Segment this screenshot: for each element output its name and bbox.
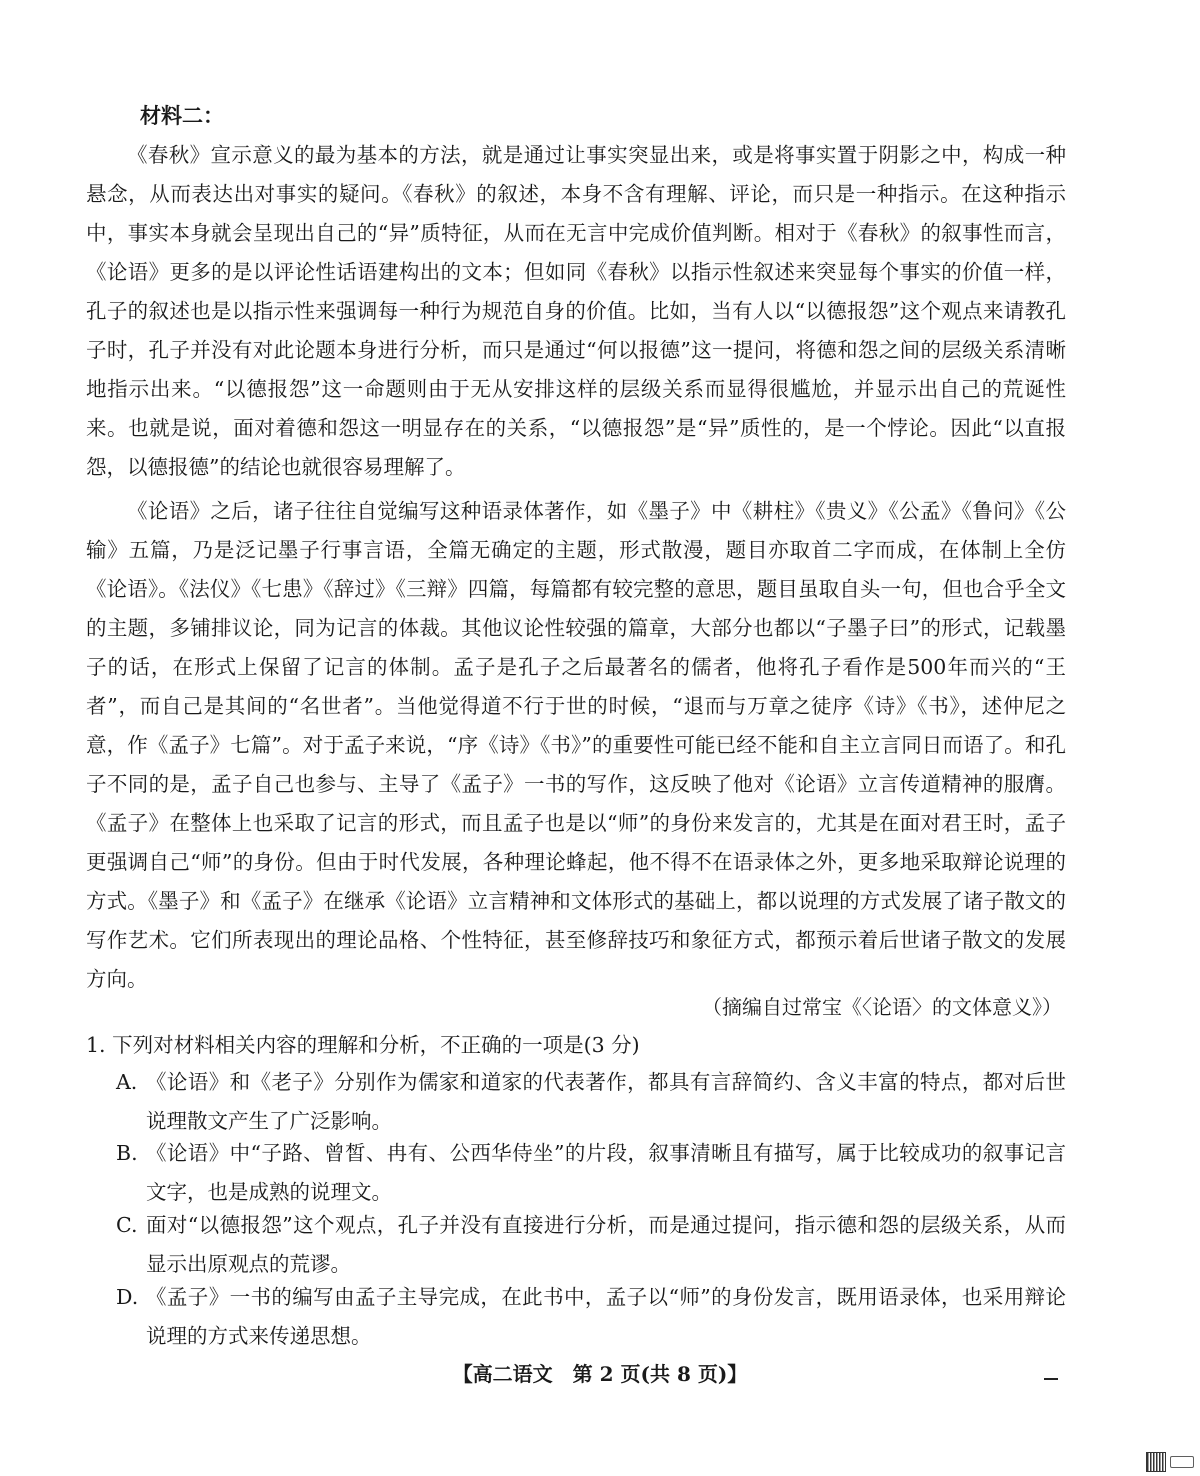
section-heading: 材料二： (140, 103, 224, 128)
watermark (1146, 1452, 1194, 1472)
option-letter: A. (116, 1070, 138, 1094)
option-letter: B. (116, 1141, 138, 1165)
qr-code-icon (1146, 1452, 1166, 1472)
question-stem: 1. 下列对材料相关内容的理解和分析，不正确的一项是(3 分) (86, 1033, 640, 1057)
page-footer: 【高二语文 第 2 页(共 8 页)】 (452, 1362, 748, 1386)
corner-mark (1044, 1378, 1058, 1380)
option-letter: C. (116, 1213, 138, 1237)
option-text: 《孟子》一书的编写由孟子主导完成，在此书中，孟子以“师”的身份发言，既用语录体，也采用辩论说理的方式来传递思想。 (146, 1285, 1066, 1348)
paragraph-2: 《论语》之后，诸子往往自觉编写这种语录体著作，如《墨子》中《耕柱》《贵义》《公孟》《鲁问》《公输》五篇，乃是泛记墨子行事言语，全篇无确定的主题，形式散漫，题目亦取首二字而成，在体制上全仿《论语》。《法仪》《七患》《辞过》《三辩》四篇，每篇都有较完整的意思，题目虽取自头一句，但也合乎全文的主题，多铺排议论，同为记言的体裁。其他议论性较强的篇章，大部分也都以“子墨子曰”的形式，记载墨子的话，在形式上保留了记言的体制。孟子是孔子之后最著名的儒者，他将孔子看作是500年而兴的“王者”，而自己是其间的“名世者”。当他觉得道不行于世的时候，“退而与万章之徒序《诗》《书》，述仲尼之意，作《孟子》七篇”。对于孟子来说，“序《诗》《书》”的重要性可能已经不能和自主立言同日而语了。和孔子不同的是，孟子自己也参与、主导了《孟子》一书的写作，这反映了他对《论语》立言传道精神的服膺。《孟子》在整体上也采取了记言的形式，而且孟子也是以“师”的身份来发言的，尤其是在面对君王时，孟子更强调自己“师”的身份。但由于时代发展，各种理论蜂起，他不得不在语录体之外，更多地采取辩论说理的方式。《墨子》和《孟子》在继承《论语》立言精神和文体形式的基础上，都以说理的方式发展了诸子散文的写作艺术。它们所表现出的理论品格、个性特征，甚至修辞技巧和象征方式，都预示着后世诸子散文的发展方向。 (86, 499, 1066, 991)
source-citation: （摘编自过常宝《〈论语〉的文体意义》） (702, 995, 1062, 1019)
logo-icon (1170, 1456, 1194, 1468)
option-c (86, 1206, 1066, 1284)
paragraph-1: 《春秋》宣示意义的最为基本的方法，就是通过让事实突显出来，或是将事实置于阴影之中，构成一种悬念，从而表达出对事实的疑问。《春秋》的叙述，本身不含有理解、评论，而只是一种指示。在这种指示中，事实本身就会呈现出自己的“异”质特征，从而在无言中完成价值判断。相对于《春秋》的叙事性而言，《论语》更多的是以评论性话语建构出的文本；但如同《春秋》以指示性叙述来突显每个事实的价值一样，孔子的叙述也是以指示性来强调每一种行为规范自身的价值。比如，当有人以“以德报怨”这个观点来请教孔子时，孔子并没有对此论题本身进行分析，而只是通过“何以报德”这一提问，将德和怨之间的层级关系清晰地指示出来。“以德报怨”这一命题则由于无从安排这样的层级关系而显得很尴尬，并显示出自己的荒诞性来。也就是说，面对着德和怨这一明显存在的关系，“以德报怨”是“异”质性的，是一个悖论。因此“以直报怨，以德报德”的结论也就很容易理解了。 (86, 143, 1066, 479)
option-text: 《论语》中“子路、曾皙、冉有、公西华侍坐”的片段，叙事清晰且有描写，属于比较成功的叙事记言文字，也是成熟的说理文。 (146, 1141, 1066, 1204)
option-a (86, 1063, 1066, 1141)
option-text: 面对“以德报怨”这个观点，孔子并没有直接进行分析，而是通过提问，指示德和怨的层级关系，从而显示出原观点的荒谬。 (146, 1213, 1066, 1276)
option-d (86, 1278, 1066, 1356)
option-text: 《论语》和《老子》分别作为儒家和道家的代表著作，都具有言辞简约、含义丰富的特点，都对后世说理散文产生了广泛影响。 (146, 1070, 1066, 1133)
option-letter: D. (116, 1285, 139, 1309)
option-b (86, 1134, 1066, 1212)
